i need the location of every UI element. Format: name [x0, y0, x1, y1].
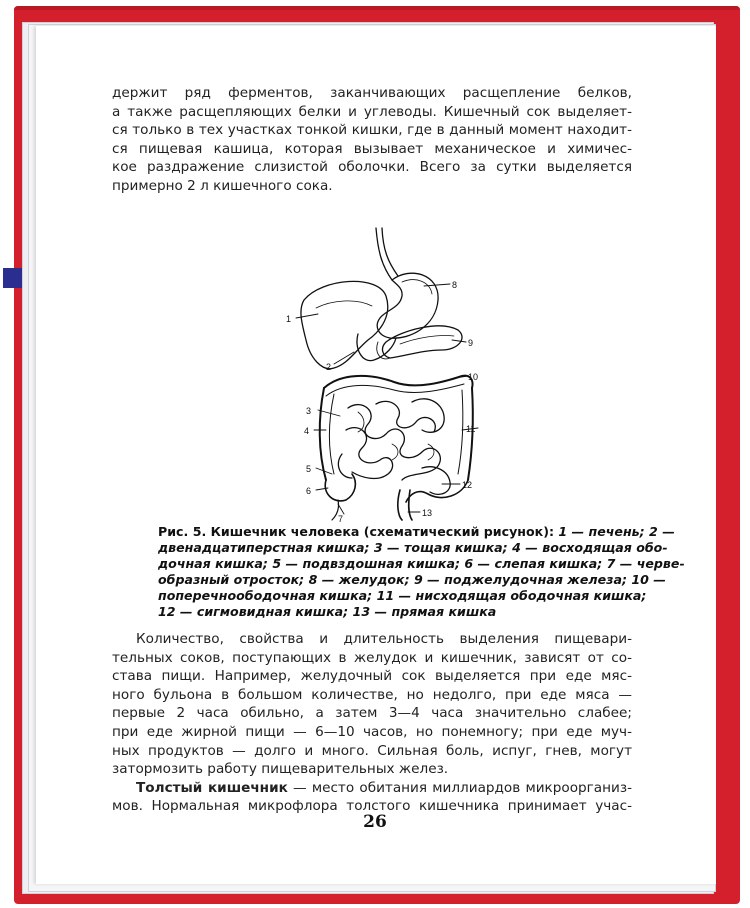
caption-line: [158, 524, 675, 540]
intestine-drawing: [282, 222, 482, 522]
text-line: Количество, свойства и длительность выделения пищевари-: [136, 631, 632, 647]
figure-label-9: 9: [468, 338, 474, 348]
paragraph-3-line: [112, 779, 632, 798]
text-line: тельных соков, поступающих в желудок и кишечник, зависят от со-: [112, 649, 632, 666]
figure-label-4: 4: [304, 426, 310, 436]
figure-label-13: 13: [422, 508, 433, 518]
caption-line: двенадцатиперстная кишка; 3 — тощая кишка; 4 — восходящая обо-: [158, 539, 668, 555]
spine-band: [3, 268, 23, 288]
figure-label-8: 8: [452, 280, 458, 290]
term-large-intestine: Толстый кишечник: [136, 779, 288, 796]
figure-label-12: 12: [462, 480, 473, 490]
text-line: затормозить работу пищеварительных желез.: [112, 761, 449, 778]
text-line: примерно 2 л кишечного сока.: [112, 177, 333, 194]
caption-line: образный отросток; 8 — желудок; 9 — поджелудочная железа; 10 —: [158, 571, 666, 587]
caption-line: поперечноободочная кишка; 11 — нисходящая ободочная кишка;: [158, 587, 647, 603]
text-line: а также расщепляющих белки и углеводы. Кишечный сок выделяет-: [112, 103, 632, 120]
text-line: при еде жирной пищи — 6—10 часов, но понемногу; при еде муч-: [112, 723, 632, 740]
figure-label-2: 2: [326, 362, 332, 372]
cover-edge: [14, 6, 740, 10]
paragraph-2: [112, 630, 632, 816]
figure-label-10: 10: [468, 372, 479, 382]
text-line: става пищи. Например, желудочный сок выделяется при еде мяс-: [112, 668, 632, 685]
text-line: держит ряд ферментов, заканчивающих расщепление белков,: [112, 85, 632, 101]
text-line: кое раздражение слизистой оболочки. Всего за сутки выделяется: [112, 159, 632, 176]
text-line: ного бульона в большом количестве, но недолго, при еде мяса —: [112, 686, 632, 703]
figure-label-7: 7: [338, 514, 344, 522]
figure-label-3: 3: [306, 406, 312, 416]
figure-label-1: 1: [286, 314, 292, 324]
caption-text: 1 — печень; 2 —: [554, 524, 675, 539]
figure-label-11: 11: [466, 424, 476, 434]
caption-label: Рис. 5. Кишечник человека (схематический рисунок):: [158, 524, 555, 539]
text-line: ных продуктов — долго и много. Сильная боль, испуг, гнев, могут: [112, 742, 632, 759]
figure-caption: [158, 524, 685, 619]
caption-line: дочная кишка; 5 — подвздошная кишка; 6 — слепая кишка; 7 — черве-: [158, 555, 685, 571]
page-number: 26: [363, 812, 387, 832]
text-line: первые 2 часа обильно, а затем 3—4 часа значительно слабее;: [112, 705, 632, 722]
text-line: ся пищевая кашица, которая вызывает механическое и химичес-: [112, 140, 632, 157]
text-line: мов. Нормальная микрофлора толстого кишечника принимает учас-: [112, 798, 632, 815]
figure-label-5: 5: [306, 464, 312, 474]
intestine-figure: [282, 222, 482, 522]
text-fragment: — место обитания миллиардов микроорганиз-: [287, 779, 632, 796]
paragraph-1: [112, 84, 632, 196]
caption-line: 12 — сигмовидная кишка; 13 — прямая кишка: [158, 603, 497, 619]
text-line: ся только в тех участках тонкой кишки, где в данный момент находит-: [112, 122, 632, 139]
figure-label-6: 6: [306, 486, 312, 496]
